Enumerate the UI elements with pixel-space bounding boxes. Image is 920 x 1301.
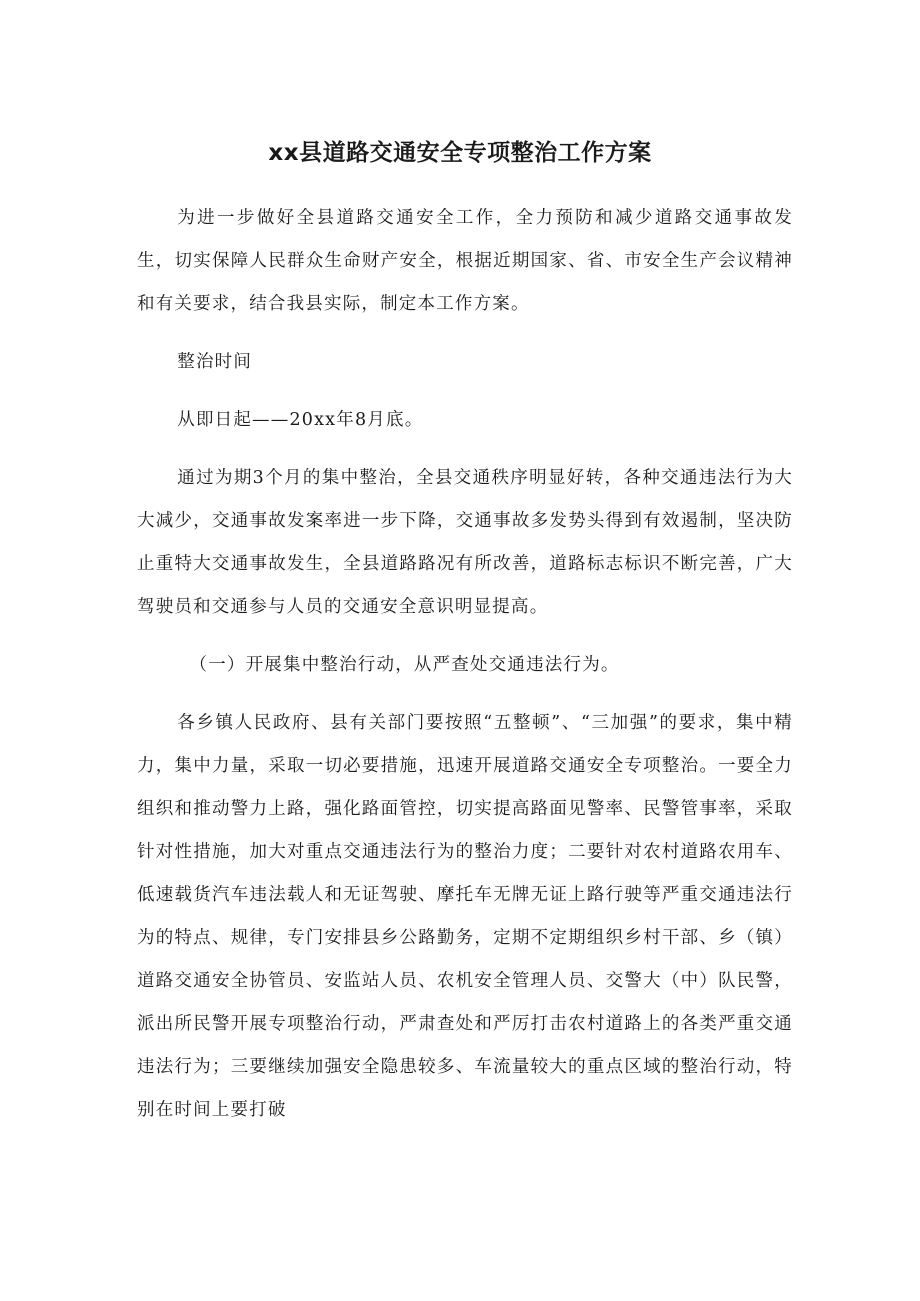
goals-paragraph: 通过为期3个月的集中整治，全县交通秩序明显好转，各种交通违法行为大大减少，交通事故发案率进一步下降，交通事故多发势头得到有效遏制，坚决防止重特大交通事故发生，全县道路路况有所改善，道路标志标识不断完善，广大驾驶员和交通参与人员的交通安全意识明显提高。: [137, 468, 793, 617]
section-heading-time: 整治时间: [177, 352, 253, 372]
subsection-heading-1: （一）开展集中整治行动，从严查处交通违法行为。: [189, 655, 620, 675]
time-period-paragraph: 从即日起——20xx年8月底。: [177, 410, 424, 430]
document-title: xx县道路交通安全专项整治工作方案: [268, 140, 652, 166]
document-body: [137, 197, 793, 1132]
measures-paragraph: 各乡镇人民政府、县有关部门要按照“五整顿”、“三加强”的要求，集中精力，集中力量，采取一切必要措施，迅速开展道路交通安全专项整治。一要全力组织和推动警力上路，强化路面管控，切实提高路面见警率、民警管事率，采取针对性措施，加大对重点交通违法行为的整治力度；二要针对农村道路农用车、低速载货汽车违法载人和无证驾驶、摩托车无牌无证上路行驶等严重交通违法行为的特点、规律，专门安排县乡公路勤务，定期不定期组织乡村干部、乡（镇）道路交通安全协管员、安监站人员、农机安全管理人员、交警大（中）队民警，派出所民警开展专项整治行动，严肃查处和严厉打击农村道路上的各类严重交通违法行为；三要继续加强安全隐患较多、车流量较大的重点区域的整治行动，特别在时间上要打破: [137, 713, 793, 1120]
intro-paragraph: 为进一步做好全县道路交通安全工作，全力预防和减少道路交通事故发生，切实保障人民群众生命财产安全，根据近期国家、省、市安全生产会议精神和有关要求，结合我县实际，制定本工作方案。: [137, 208, 793, 314]
